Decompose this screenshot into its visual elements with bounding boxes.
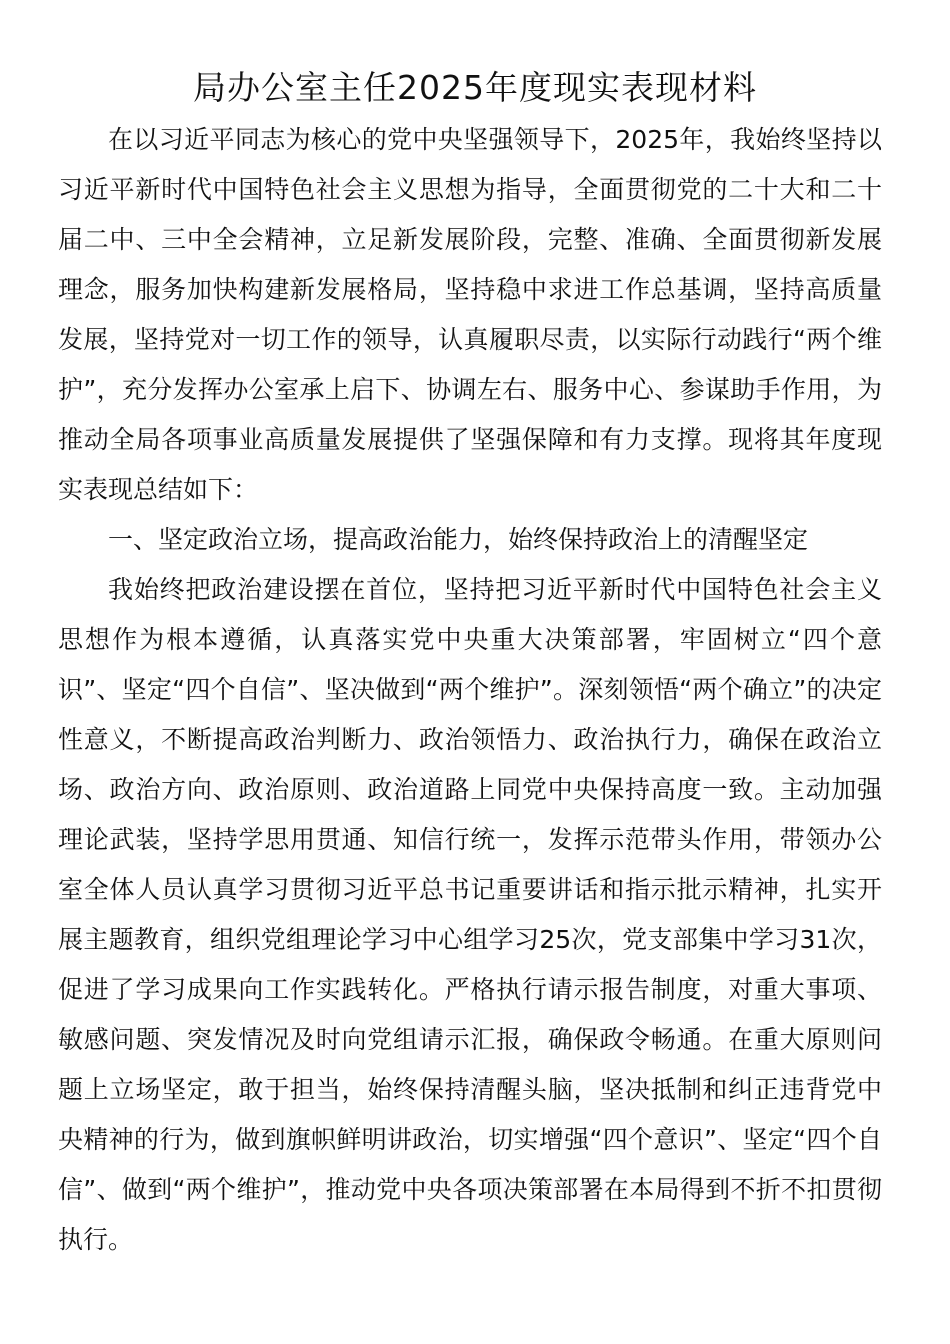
document-title: 局办公室主任2025年度现实表现材料 [193,68,757,107]
section-heading-1: 一、坚定政治立场，提高政治能力，始终保持政治上的清醒坚定 [108,525,809,554]
section-1-paragraph: 我始终把政治建设摆在首位，坚持把习近平新时代中国特色社会主义思想作为根本遵循，认真落实党中央重大决策部署，牢固树立“四个意识”、坚定“四个自信”、坚决做到“两个维护”。深刻领悟“两个确立”的决定性意义，不断提高政治判断力、政治领悟力、政治执行力，确保在政治立场、政治方向、政治原则、政治道路上同党中央保持高度一致。主动加强理论武装，坚持学思用贯通、知信行统一，发挥示范带头作用，带领办公室全体人员认真学习贯彻习近平总书记重要讲话和指示批示精神，扎实开展主题教育，组织党组理论学习中心组学习25次，党支部集中学习31次，促进了学习成果向工作实践转化。严格执行请示报告制度，对重大事项、敏感问题、突发情况及时向党组请示汇报，确保政令畅通。在重大原则问题上立场坚定，敢于担当，始终保持清醒头脑，坚决抵制和纠正违背党中央精神的行为，做到旗帜鲜明讲政治，切实增强“四个意识”、坚定“四个自信”、做到“两个维护”，推动党中央各项决策部署在本局得到不折不扣贯彻执行。 [58,575,882,1254]
document-body [58,115,882,1265]
intro-paragraph: 在以习近平同志为核心的党中央坚强领导下，2025年，我始终坚持以习近平新时代中国特色社会主义思想为指导，全面贯彻党的二十大和二十届二中、三中全会精神，立足新发展阶段，完整、准确、全面贯彻新发展理念，服务加快构建新发展格局，坚持稳中求进工作总基调，坚持高质量发展，坚持党对一切工作的领导，认真履职尽责，以实际行动践行“两个维护”，充分发挥办公室承上启下、协调左右、服务中心、参谋助手作用，为推动全局各项事业高质量发展提供了坚强保障和有力支撑。现将其年度现实表现总结如下： [58,125,882,504]
